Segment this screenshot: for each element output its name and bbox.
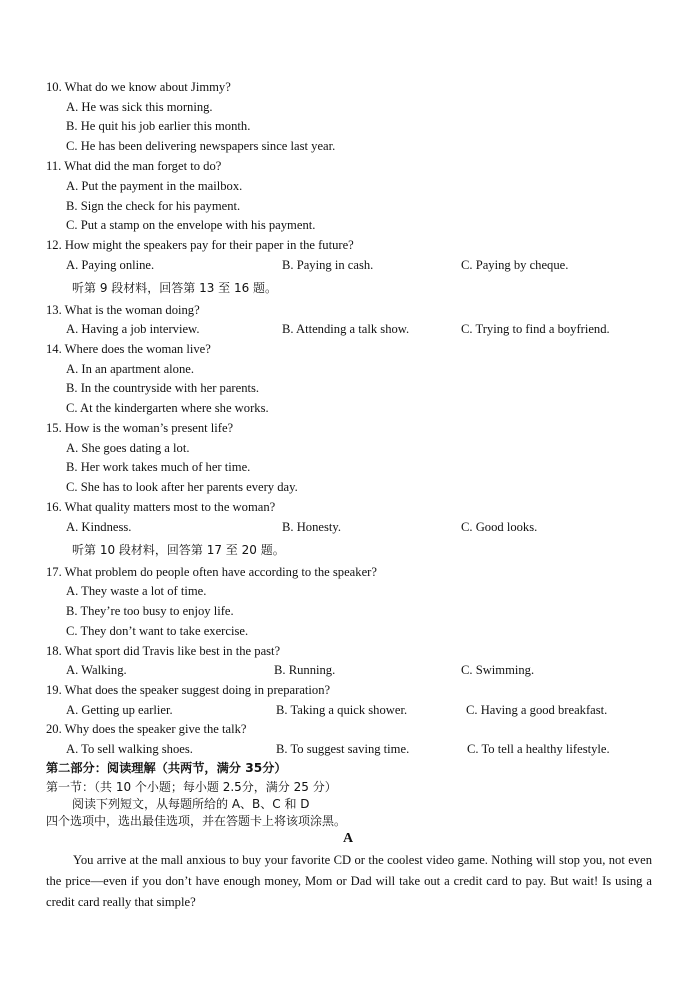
option-15c: C. She has to look after her parents every day. <box>66 480 298 494</box>
option-10c: C. He has been delivering newspapers since last year. <box>66 139 336 153</box>
option-17a: A. They waste a lot of time. <box>66 584 207 598</box>
directions-line-1: 阅读下列短文，从每题所给的 A、B、C 和 D <box>72 797 310 811</box>
option-19b: B. Taking a quick shower. <box>276 703 408 717</box>
option-17b: B. They’re too busy to enjoy life. <box>66 604 234 618</box>
option-16a: A. Kindness. <box>66 520 132 534</box>
option-17c: C. They don’t want to take exercise. <box>66 624 249 638</box>
option-12a: A. Paying online. <box>66 258 155 272</box>
question-13: 13. What is the woman doing? <box>46 303 200 317</box>
option-11c: C. Put a stamp on the envelope with his payment. <box>66 218 316 232</box>
option-13c: C. Trying to find a boyfriend. <box>461 322 610 336</box>
question-19: 19. What does the speaker suggest doing in preparation? <box>46 683 331 697</box>
question-20: 20. Why does the speaker give the talk? <box>46 722 247 736</box>
passage-text: You arrive at the mall anxious to buy your favorite CD or the coolest video game. Nothing will stop you, not even the price—even if you don’t have enough money, Mom or Dad will take out a credit card to pay. But wait! Is using a credit card really that simple? <box>46 853 652 909</box>
option-19a: A. Getting up earlier. <box>66 703 173 717</box>
option-18a: A. Walking. <box>66 663 127 677</box>
option-11b: B. Sign the check for his payment. <box>66 199 241 213</box>
question-14: 14. Where does the woman live? <box>46 342 211 356</box>
option-20c: C. To tell a healthy lifestyle. <box>467 742 610 756</box>
option-20b: B. To suggest saving time. <box>276 742 410 756</box>
question-17: 17. What problem do people often have according to the speaker? <box>46 565 377 579</box>
option-10a: A. He was sick this morning. <box>66 100 213 114</box>
option-13b: B. Attending a talk show. <box>282 322 410 336</box>
option-11a: A. Put the payment in the mailbox. <box>66 179 243 193</box>
option-20a: A. To sell walking shoes. <box>66 742 193 756</box>
question-12: 12. How might the speakers pay for their paper in the future? <box>46 238 354 252</box>
question-11: 11. What did the man forget to do? <box>46 159 222 173</box>
option-18c: C. Swimming. <box>461 663 535 677</box>
option-16b: B. Honesty. <box>282 520 342 534</box>
option-12b: B. Paying in cash. <box>282 258 374 272</box>
option-15b: B. Her work takes much of her time. <box>66 460 251 474</box>
instruction-material-10: 听第 10 段材料，回答第 17 至 20 题。 <box>72 543 285 557</box>
option-15a: A. She goes dating a lot. <box>66 441 190 455</box>
section1-title: 第一节：（共 10 个小题；每小题 2.5分，满分 25 分） <box>46 780 337 794</box>
option-16c: C. Good looks. <box>461 520 538 534</box>
question-15: 15. How is the woman’s present life? <box>46 421 234 435</box>
option-18b: B. Running. <box>274 663 336 677</box>
directions-line-2: 四个选项中，选出最佳选项，并在答题卡上将该项涂黑。 <box>46 814 347 828</box>
question-10: 10. What do we know about Jimmy? <box>46 80 231 94</box>
option-14b: B. In the countryside with her parents. <box>66 381 260 395</box>
option-19c: C. Having a good breakfast. <box>466 703 608 717</box>
question-18: 18. What sport did Travis like best in the past? <box>46 644 281 658</box>
option-14c: C. At the kindergarten where she works. <box>66 401 269 415</box>
option-12c: C. Paying by cheque. <box>461 258 569 272</box>
option-10b: B. He quit his job earlier this month. <box>66 119 251 133</box>
part2-title: 第二部分：阅读理解（共两节，满分 35分） <box>46 761 287 775</box>
option-13a: A. Having a job interview. <box>66 322 200 336</box>
instruction-material-9: 听第 9 段材料，回答第 13 至 16 题。 <box>72 281 278 295</box>
passage-heading: A <box>342 831 354 846</box>
question-16: 16. What quality matters most to the woman? <box>46 500 276 514</box>
option-14a: A. In an apartment alone. <box>66 362 194 376</box>
